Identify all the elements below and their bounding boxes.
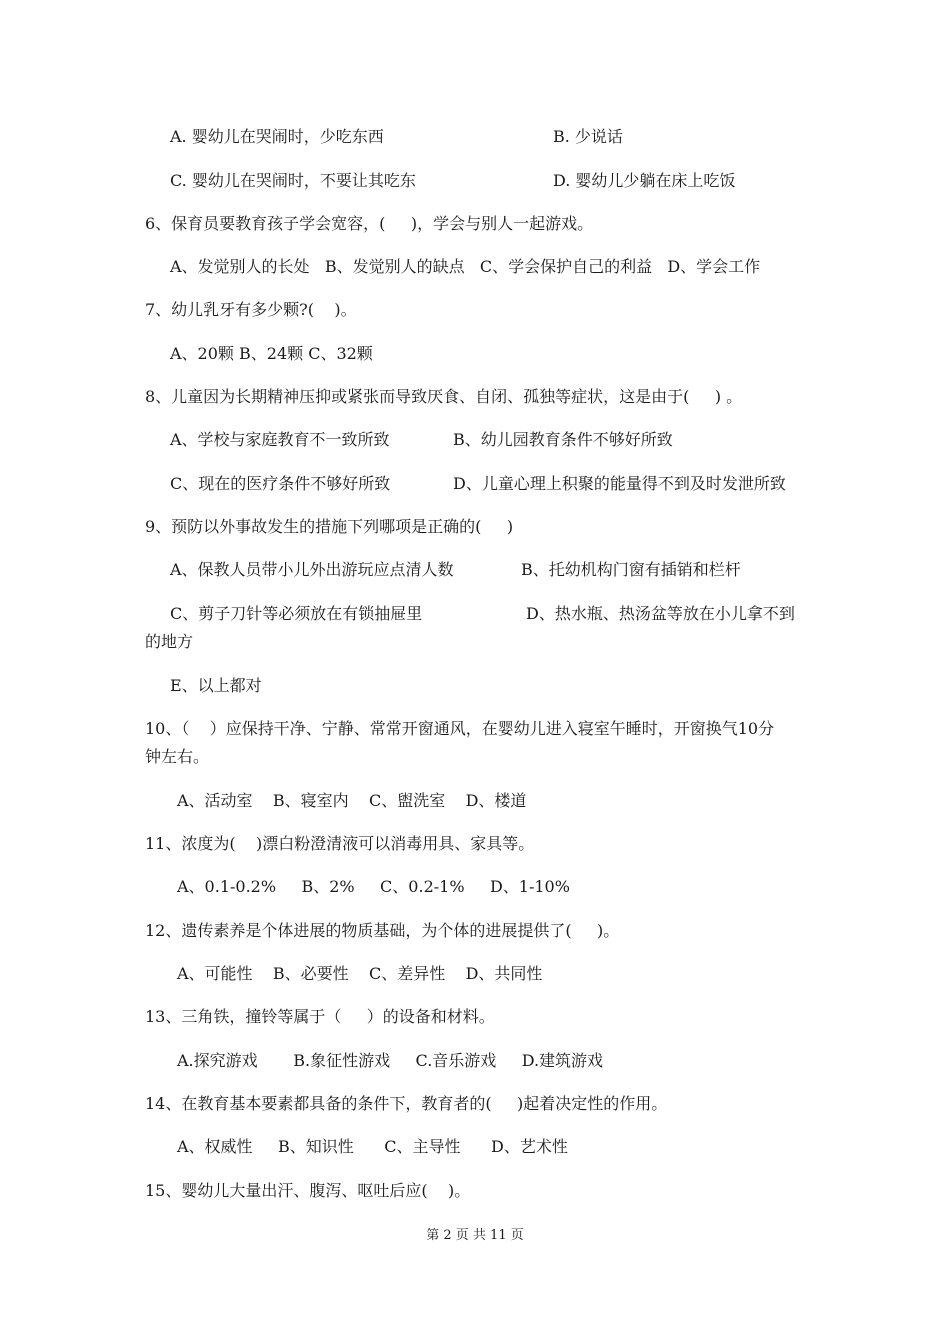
q8-option-c: C、现在的医疗条件不够好所致 [170,474,391,493]
page-number-footer: 第 2 页 共 11 页 [426,1228,524,1243]
q9-option-a: A、保教人员带小儿外出游玩应点清人数 [170,560,454,579]
q8-option-d: D、儿童心理上积聚的能量得不到及时发泄所致 [453,474,786,493]
q8-option-a: A、学校与家庭教育不一致所致 [170,430,390,449]
q12-stem: 12、遗传素养是个体进展的物质基础，为个体的进展提供了( )。 [145,921,620,940]
q14-options: A、权威性 B、知识性 C、主导性 D、艺术性 [177,1137,568,1156]
q6-stem: 6、保育员要教育孩子学会宽容，( )，学会与别人一起游戏。 [145,214,594,233]
q15-stem: 15、婴幼儿大量出汗、腹泻、呕吐后应( )。 [145,1181,471,1200]
q9-option-d-continued: 的地方 [145,632,194,651]
q8-stem: 8、儿童因为长期精神压抑或紧张而导致厌食、自闭、孤独等症状，这是由于( ) 。 [145,387,743,406]
q12-options: A、可能性 B、必要性 C、差异性 D、共同性 [177,964,543,983]
q9-option-c: C、剪子刀针等必须放在有锁抽屉里 [170,604,423,623]
q9-stem: 9、预防以外事故发生的措施下列哪项是正确的( ) [145,517,514,536]
q7-stem: 7、幼儿乳牙有多少颗?( )。 [145,300,357,319]
q9-option-e: E、以上都对 [170,676,262,695]
q9-option-d: D、热水瓶、热汤盆等放在小儿拿不到 [526,604,795,623]
q11-options: A、0.1-0.2% B、2% C、0.2-1% D、1-10% [177,877,570,896]
q8-option-b: B、幼儿园教育条件不够好所致 [453,430,673,449]
q11-stem: 11、浓度为( )漂白粉澄清液可以消毒用具、家具等。 [145,834,535,853]
q6-options: A、发觉别人的长处 B、发觉别人的缺点 C、学会保护自己的利益 D、学会工作 [170,257,761,276]
q10-stem-line-2: 钟左右。 [145,747,210,766]
q5-option-d: D. 婴幼儿少躺在床上吃饭 [553,171,736,190]
q5-option-c: C. 婴幼儿在哭闹时，不要让其吃东 [170,171,416,190]
q9-option-b: B、托幼机构门窗有插销和栏杆 [521,560,741,579]
q5-option-b: B. 少说话 [553,127,623,146]
q14-stem: 14、在教育基本要素都具备的条件下，教育者的( )起着决定性的作用。 [145,1094,668,1113]
q7-options: A、20颗 B、24颗 C、32颗 [170,344,373,363]
q13-stem: 13、三角铁，撞铃等属于（ ）的设备和材料。 [145,1007,495,1026]
q10-stem-line-1: 10、（ ）应保持干净、宁静、常常开窗通风，在婴幼儿进入寝室午睡时，开窗换气10分 [145,719,775,738]
q13-options: A.探究游戏 B.象征性游戏 C.音乐游戏 D.建筑游戏 [177,1051,604,1070]
q5-option-a: A. 婴幼儿在哭闹时，少吃东西 [170,127,384,146]
q10-options: A、活动室 B、寝室内 C、盥洗室 D、楼道 [177,791,527,810]
